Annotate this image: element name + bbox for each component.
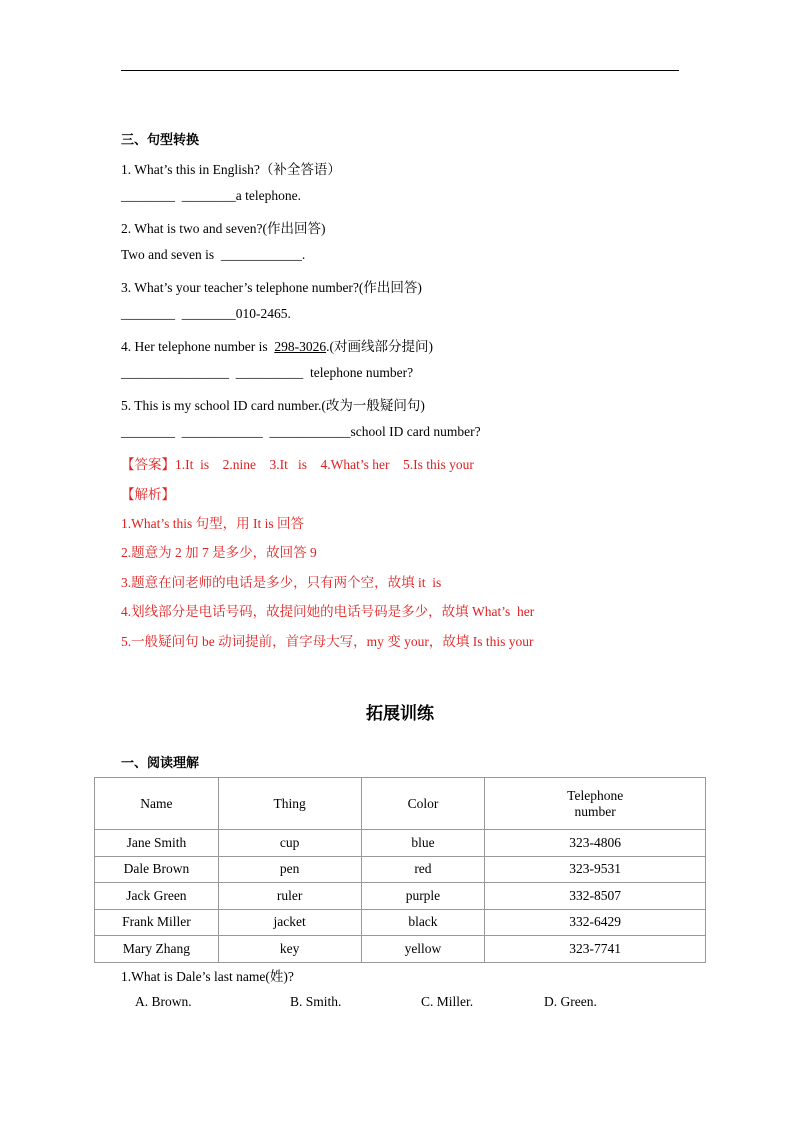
question-3: 3. What’s your teacher’s telephone number?(作出回答) [121,280,422,295]
cell-color: blue [361,830,485,857]
table-row [95,856,706,883]
answer-options [0,994,800,1014]
reading-question-1: 1.What is Dale’s last name(姓)? [121,969,294,984]
explanation-5: 5.一般疑问句 be 动词提前，首字母大写，my 变 your，故填 Is this your [121,634,534,649]
answer-line-3: ________ ________010-2465. [121,306,291,321]
cell-name: Jane Smith [95,830,219,857]
info-table [94,777,706,963]
header-telephone: Telephone number [485,778,706,830]
cell-telephone: 332-8507 [485,883,706,910]
explanation-1: 1.What’s this 句型，用 It is 回答 [121,516,304,531]
cell-telephone: 323-9531 [485,856,706,883]
header-rule [121,70,679,71]
header-thing: Thing [218,778,361,830]
cell-color: purple [361,883,485,910]
cell-name: Mary Zhang [95,936,219,963]
question-4-suffix: .(对画线部分提问) [326,339,433,354]
answer-line-2: Two and seven is ____________. [121,247,306,262]
header-color: Color [361,778,485,830]
explanation-3: 3.题意在问老师的电话是多少，只有两个空，故填 it is [121,575,442,590]
question-4-prefix: 4. Her telephone number is [121,339,275,354]
reading-heading: 一、阅读理解 [121,756,200,771]
table-row [95,830,706,857]
table-row [95,936,706,963]
cell-name: Jack Green [95,883,219,910]
cell-color: red [361,856,485,883]
table-row [95,909,706,936]
cell-thing: cup [218,830,361,857]
cell-name: Dale Brown [95,856,219,883]
question-2: 2. What is two and seven?(作出回答) [121,221,326,236]
cell-thing: key [218,936,361,963]
cell-thing: ruler [218,883,361,910]
extension-title: 拓展训练 [366,704,434,724]
cell-thing: pen [218,856,361,883]
table-header-row [95,778,706,830]
table-row [95,883,706,910]
cell-thing: jacket [218,909,361,936]
explanation-4: 4.划线部分是电话号码，故提问她的电话号码是多少，故填 What’s her [121,604,535,619]
header-name: Name [95,778,219,830]
answer-line-1: ________ ________a telephone. [121,188,301,203]
cell-color: black [361,909,485,936]
section-heading: 三、句型转换 [121,133,200,148]
option-a: A. Brown. [135,994,192,1009]
question-1: 1. What’s this in English?（补全答语） [121,162,341,177]
cell-name: Frank Miller [95,909,219,936]
question-5: 5. This is my school ID card number.(改为一般疑问句) [121,398,425,413]
cell-telephone: 332-6429 [485,909,706,936]
answer-line-5: ________ ____________ ____________school ID card number? [121,424,481,439]
cell-color: yellow [361,936,485,963]
answer-line-4: ________________ __________ telephone number? [121,365,414,380]
question-4 [121,335,433,355]
cell-telephone: 323-4806 [485,830,706,857]
option-b: B. Smith. [290,994,342,1009]
underlined-number: 298-3026 [274,339,327,354]
analysis-label: 【解析】 [121,487,175,502]
answer-key: 【答案】1.It is 2.nine 3.It is 4.What’s her 5.Is this your [121,457,474,472]
option-c: C. Miller. [421,994,474,1009]
option-d: D. Green. [544,994,597,1009]
cell-telephone: 323-7741 [485,936,706,963]
explanation-2: 2.题意为 2 加 7 是多少，故回答 9 [121,545,317,560]
